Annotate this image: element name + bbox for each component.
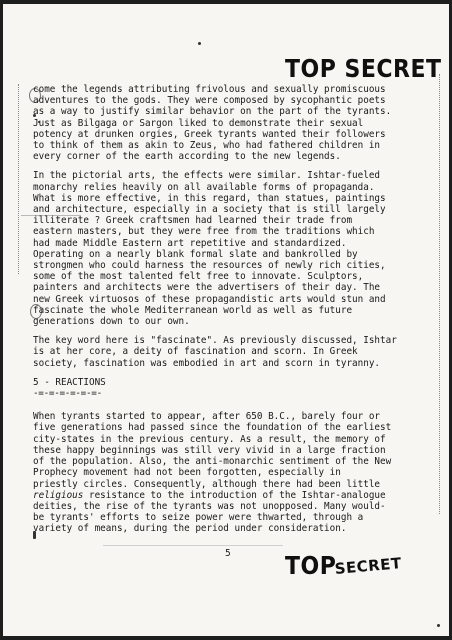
paragraph: come the legends attributing frivolous and sexually promiscuous adventures to the gods. They were composed by sycophantic poets as a way to justify similar behavior on the part of the tyrants. Just as Bilgaga or Sargon liked to demonstrate their sexual potency at drunken orgies, Greek tyrants wanted their followers to think of them as akin to Zeus, who had fathered children in every corner of the earth according to the new legends. [33, 84, 392, 163]
top-dot [198, 42, 201, 45]
top-secret-stamp: TOP SECRET [285, 55, 442, 84]
paragraph: In the pictorial arts, the effects were similar. Ishtar-fueled monarchy relies heavily on all available forms of propaganda. What is more effective, in this regard, than statues, paintings and architecture, especially in a society that is still largely illiterate ? Greek craftsmen had learned their trade from eastern masters, but they were free from the traditions which had made Middle Eastern art repetitive and standardized. Operating on a nearly blank formal slate and bankrolled by strongmen who could harness the resources of newly rich cities, some of the most talented felt free to innovate. Sculptors, painters and architects were the advertisers of their day. The new Greek virtuosos of these propagandistic arts would stun and fascinate the whole Mediterranean world as well as future generations down to our own. [33, 170, 386, 328]
paragraph-text: resistance to the introduction of the Ishtar-analogue deities, the rise of the tyrants was not unopposed. Many would- be tyrants' efforts to seize power were thwarted, through a variety of means, during the period under consideration. [33, 489, 386, 535]
top-stamp-bottom: TOP [285, 552, 337, 581]
page-number: 5 [225, 548, 231, 559]
scan-smudge [103, 545, 283, 546]
section-heading: 5 - REACTIONS [33, 376, 106, 388]
secret-stamp-bottom: SECRET [334, 554, 403, 578]
paragraph: The key word here is "fascinate". As previously discussed, Ishtar is at her core, a deity of fascination and scorn. In Greek society, fascination was embodied in art and scorn in tyranny. [33, 335, 397, 369]
bottom-mark [437, 624, 440, 627]
right-edge-line [439, 74, 440, 514]
document-body [33, 84, 397, 543]
italic-emphasis: religious [33, 489, 84, 501]
paragraph-text: When tyrants started to appear, after 650 B.C., barely four or five generations had passed since the foundation of the earliest city-states in the previous century. As a result, the memory of these happy beginnings was still very vivid in a large fraction of the population. Also, the anti-monarchic sentiment of the New Prophecy movement had not been forgotten, especially in priestly circles. Consequently, although there had been little [33, 411, 392, 490]
document-page [3, 4, 449, 636]
paragraph [33, 411, 393, 534]
section-heading-underline: -=-=-=-=-=-=- [33, 388, 102, 400]
left-edge-line [18, 84, 19, 274]
